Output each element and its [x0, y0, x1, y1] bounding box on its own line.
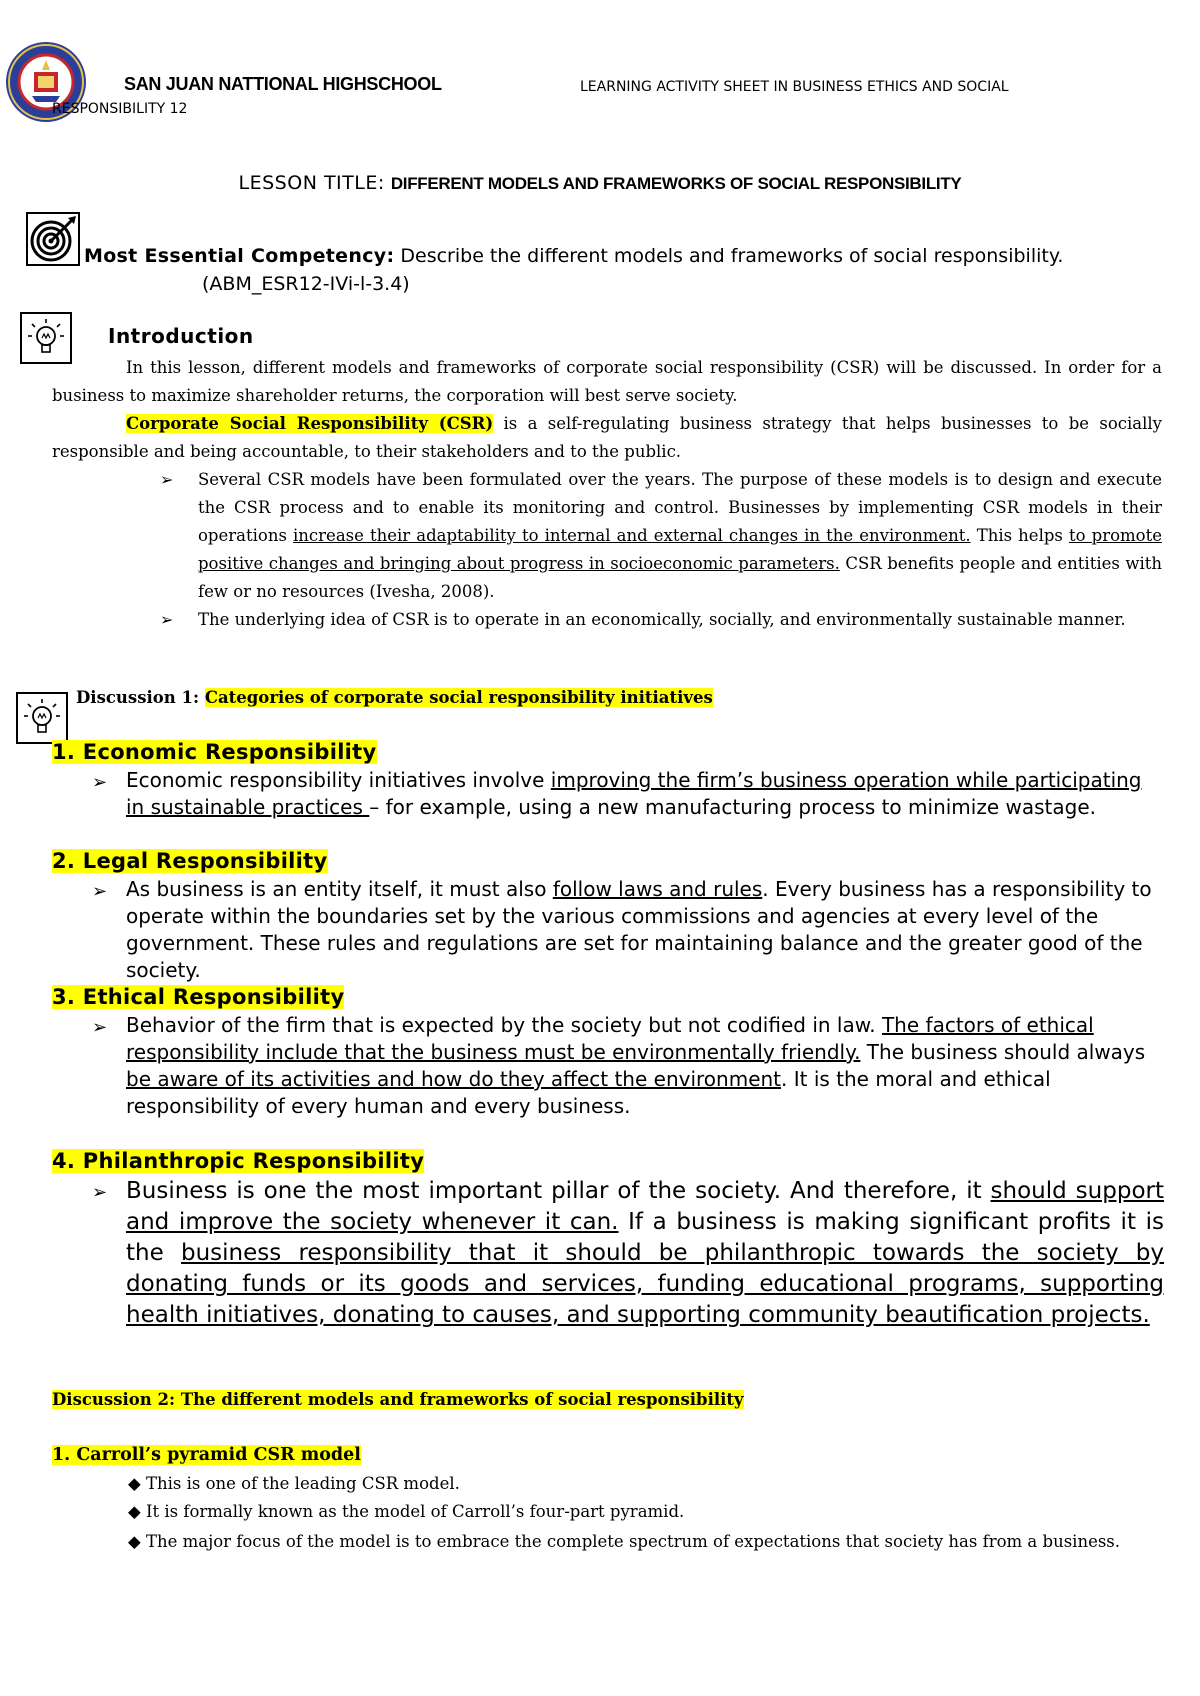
competency-code: (ABM_ESR12-IVi-l-3.4)	[202, 273, 410, 295]
arrow-bullet-icon: ➢	[92, 881, 108, 901]
arrow-bullet-icon: ➢	[92, 772, 108, 792]
target-icon	[26, 212, 80, 266]
discussion-1-title: Categories of corporate social responsibility initiatives	[204, 688, 713, 707]
c4-text-a: Business is one the most important pillar of the society. And therefore, it	[126, 1178, 991, 1204]
category-ethical-heading	[52, 985, 344, 1009]
introduction-heading: Introduction	[108, 324, 254, 348]
arrow-bullet-icon: ➢	[160, 472, 174, 489]
intro-bullet-1-text-b: This helps	[970, 526, 1069, 545]
c2-text-b: . Every business has a responsibility to operate within the boundaries set by the various commissions and agencies at every level of the government. These rules and regulations are set for maintaining balance and the greater good of the society.	[126, 877, 1152, 982]
c1-text-b: – for example, using a new manufacturing process to minimize wastage.	[369, 795, 1096, 819]
category-economic-heading	[52, 740, 377, 764]
model-1-point-text: It is formally known as the model of Carroll’s four-part pyramid.	[145, 1502, 685, 1521]
model-1-title: 1. Carroll’s pyramid CSR model	[52, 1445, 361, 1465]
model-1-point-text: The major focus of the model is to embrace the complete spectrum of expectations that society has from a business.	[145, 1532, 1121, 1551]
csr-term: Corporate Social Responsibility (CSR)	[126, 414, 494, 433]
intro-paragraph-1	[52, 354, 1162, 410]
c4-underline-2: business responsibility that it should be philanthropic towards the society by donating funds or its goods and services, funding educational programs, supporting health initiatives, donating to causes, and supporting community beautification projects.	[126, 1240, 1164, 1328]
discussion-2-title: Discussion 2: The different models and frameworks of social responsibility	[52, 1390, 744, 1409]
diamond-bullet-icon: ◆	[128, 1532, 141, 1551]
lightbulb-icon	[16, 692, 68, 744]
diamond-bullet-icon: ◆	[128, 1502, 141, 1521]
lesson-title: DIFFERENT MODELS AND FRAMEWORKS OF SOCIAL RESPONSIBILITY	[390, 174, 962, 193]
model-1-heading	[52, 1445, 361, 1465]
category-economic-title: 1. Economic Responsibility	[52, 740, 377, 764]
intro-bullet-1-text-c: CSR benefits people and entities with few or no resources (Ivesha, 2008).	[198, 554, 1162, 601]
competency-description: Describe the different models and frameworks of social responsibility.	[394, 245, 1064, 267]
arrow-bullet-icon: ➢	[92, 1182, 108, 1202]
c3-underline-2: be aware of its activities and how do they affect the environment	[126, 1067, 782, 1091]
category-economic-text	[126, 767, 1166, 821]
discussion-1-label: Discussion 1:	[76, 688, 200, 707]
c1-text-a: Economic responsibility initiatives involve	[126, 768, 551, 792]
diamond-bullet-icon: ◆	[128, 1474, 141, 1493]
category-philanthropic-heading	[52, 1149, 424, 1173]
category-philanthropic-text	[126, 1176, 1164, 1331]
intro-bullet-2: The underlying idea of CSR is to operate in an economically, socially, and environmentally sustainable manner.	[198, 610, 1126, 629]
c3-text-c: . It is the moral and ethical responsibility of every human and every business.	[126, 1067, 1051, 1118]
category-ethical-title: 3. Ethical Responsibility	[52, 985, 345, 1009]
model-1-point	[52, 1528, 1162, 1556]
c3-text-b: The business should always	[860, 1040, 1146, 1064]
school-name: SAN JUAN NATTIONAL HIGHSCHOOL	[124, 74, 442, 94]
intro-paragraph-1-text: In this lesson, different models and frameworks of corporate social responsibility (CSR) will be discussed. In order for a business to maximize shareholder returns, the corporation will best serve society.	[52, 358, 1162, 405]
arrow-bullet-icon: ➢	[160, 612, 174, 629]
category-ethical-text	[126, 1012, 1166, 1120]
c4-underline-1: should support and improve the society whenever it can.	[126, 1178, 1164, 1235]
discussion-1-heading	[76, 688, 713, 707]
c3-text-a: Behavior of the firm that is expected by the society but not codified in law.	[126, 1013, 882, 1037]
sheet-title: LEARNING ACTIVITY SHEET IN BUSINESS ETHICS AND SOCIAL	[580, 79, 1009, 95]
c4-text-b: If a business is making significant profits it is the	[126, 1209, 1164, 1266]
model-1-point-text: This is one of the leading CSR model.	[145, 1474, 460, 1493]
category-legal-title: 2. Legal Responsibility	[52, 849, 328, 873]
csr-definition: is a self-regulating business strategy that helps businesses to be socially responsible and being accountable, to their stakeholders and to the public.	[52, 414, 1163, 461]
intro-bullet-1	[198, 466, 1162, 606]
lesson-title-line	[0, 172, 1200, 194]
arrow-bullet-icon: ➢	[92, 1017, 108, 1037]
competency-text	[84, 242, 1164, 298]
competency-label: Most Essential Competency:	[84, 245, 395, 267]
model-1-point	[128, 1502, 684, 1521]
discussion-2-heading	[52, 1390, 744, 1409]
intro-bullet-1-underline-1: increase their adaptability to internal and external changes in the environment.	[293, 526, 971, 545]
c2-underline: follow laws and rules	[552, 877, 763, 901]
c1-underline: improving the firm’s business operation while participating in sustainable practices	[126, 768, 1142, 819]
intro-paragraph-2	[52, 410, 1162, 466]
intro-bullet-1-text-a: Several CSR models have been formulated over the years. The purpose of these models is to design and execute the CSR process and to enable its monitoring and control. Businesses by implementing CSR models in their operations	[198, 470, 1162, 545]
intro-bullet-1-underline-2: to promote positive changes and bringing about progress in socioeconomic parameters.	[198, 526, 1162, 573]
c2-text-a: As business is an entity itself, it must also	[126, 877, 553, 901]
category-philanthropic-title: 4. Philanthropic Responsibility	[52, 1149, 425, 1173]
model-1-point	[128, 1474, 460, 1493]
category-legal-heading	[52, 849, 328, 873]
sheet-subject: RESPONSIBILITY 12	[52, 101, 188, 117]
lesson-title-label: LESSON TITLE:	[238, 172, 385, 194]
c3-underline-1: The factors of ethical responsibility include that the business must be environmentally friendly.	[126, 1013, 1094, 1064]
category-legal-text	[126, 876, 1166, 984]
